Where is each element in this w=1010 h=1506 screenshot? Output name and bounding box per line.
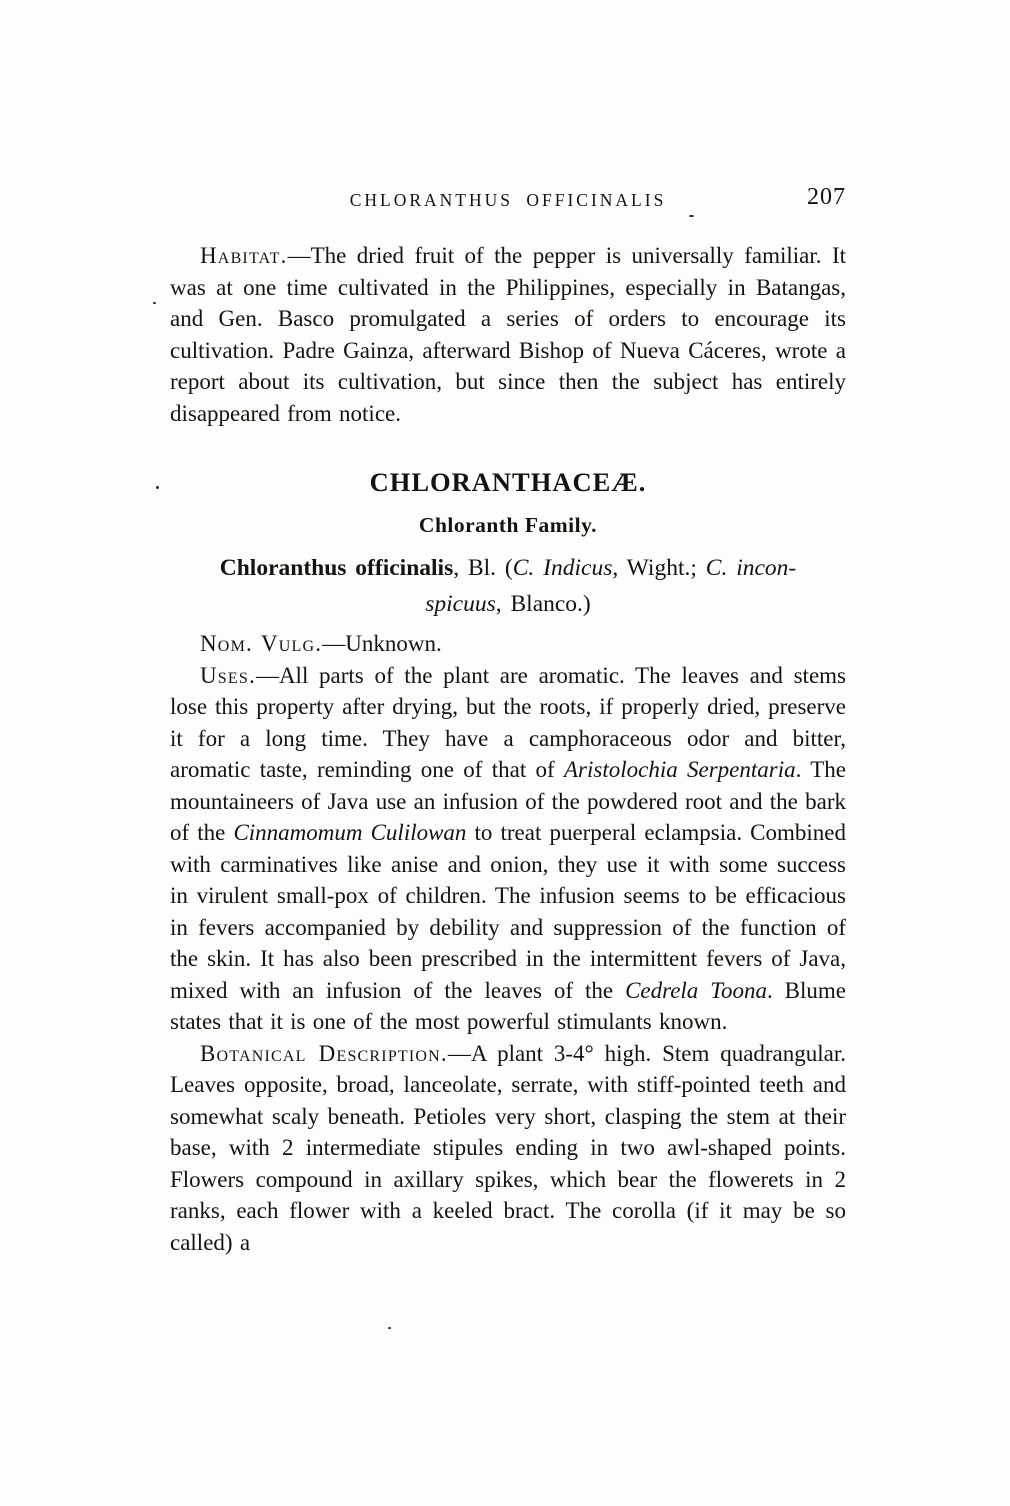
text-run: —A plant 3-4° high. Stem quadrangular. Leaves opposite, broad, lanceolate, serrate, with stiff-pointed teeth and somewhat scaly beneath. Petioles very short, clasping the stem at their base, with 2 intermediate stipules ending in two awl-shaped points. Flowers compound in axillary spikes, which bear the flowerets in 2 ranks, each flower with a keeled bract. The corolla (if it may be so called) a: [170, 1040, 847, 1255]
scan-speck: [156, 486, 159, 489]
scan-speck: [153, 302, 156, 304]
text-run: —The dried fruit of the pepper is universally familiar. It was at one time cultivated in the Philippines, especially in Batangas, and Gen. Basco promulgated a series of orders to encourage its cultivation. Padre Gainza, afterward Bishop of Nueva Cáceres, wrote a report about its cultivation, but since then the subject has entirely disappeared from notice.: [170, 243, 846, 426]
scan-speck: [689, 215, 694, 217]
text-run: Habitat.: [200, 243, 288, 268]
uses-paragraph: [170, 660, 846, 1038]
text-run: , Wight.;: [612, 555, 706, 581]
text-run: Cinnamomum Culilowan: [233, 820, 467, 845]
page-number: 207: [807, 184, 846, 210]
text-run: Cedrela Toona: [625, 977, 767, 1003]
scan-speck: [388, 1327, 391, 1329]
text-run: , Blanco.): [495, 591, 591, 617]
text-run: C. incon-: [705, 555, 797, 581]
text-run: spicuus: [425, 591, 496, 617]
text-run: . The mountaineers of Java use an infusion of the powdered root and the bark of the: [170, 757, 846, 845]
family-subheading: Chloranth Family.: [418, 513, 598, 537]
nom-vulg-paragraph: [170, 628, 846, 660]
habitat-paragraph: [170, 240, 846, 429]
text-block: [170, 184, 847, 1258]
botanical-description-paragraph: [170, 1038, 846, 1259]
text-run: Botanical Description.: [200, 1040, 448, 1066]
running-title: CHLORANTHUS OFFICINALIS: [349, 190, 667, 210]
text-run: Aristolochia Serpentaria: [563, 757, 796, 782]
running-head: [170, 184, 846, 216]
text-run: Chloranthus officinalis: [219, 555, 454, 581]
text-run: C. Indicus: [512, 555, 613, 581]
text-run: Uses.: [200, 662, 256, 688]
text-run: . Blume states that it is one of the most powerful stimulants known.: [170, 977, 846, 1034]
species-name-line: [170, 550, 846, 622]
text-run: to treat puerperal eclampsia. Combined with carminatives like anise and onion, they use it with some success in virulent small-pox of children. The infusion seems to be efficacious in fevers accompanied by debility and suppression of the function of the skin. It has also been prescribed in the intermittent fevers of Java, mixed with an infusion of the leaves of the: [170, 820, 846, 1003]
text-run: —All parts of the plant are aromatic. The leaves and stems lose this property after drying, but the roots, if properly dried, preserve it for a long time. They have a camphoraceous odor and bitter, aromatic taste, reminding one of that of: [170, 662, 846, 782]
text-run: Nom. Vulg.: [200, 631, 323, 656]
family-heading: CHLORANTHACEÆ.: [369, 467, 647, 497]
text-run: , Bl. (: [453, 555, 513, 581]
text-run: —Unknown.: [322, 631, 442, 656]
